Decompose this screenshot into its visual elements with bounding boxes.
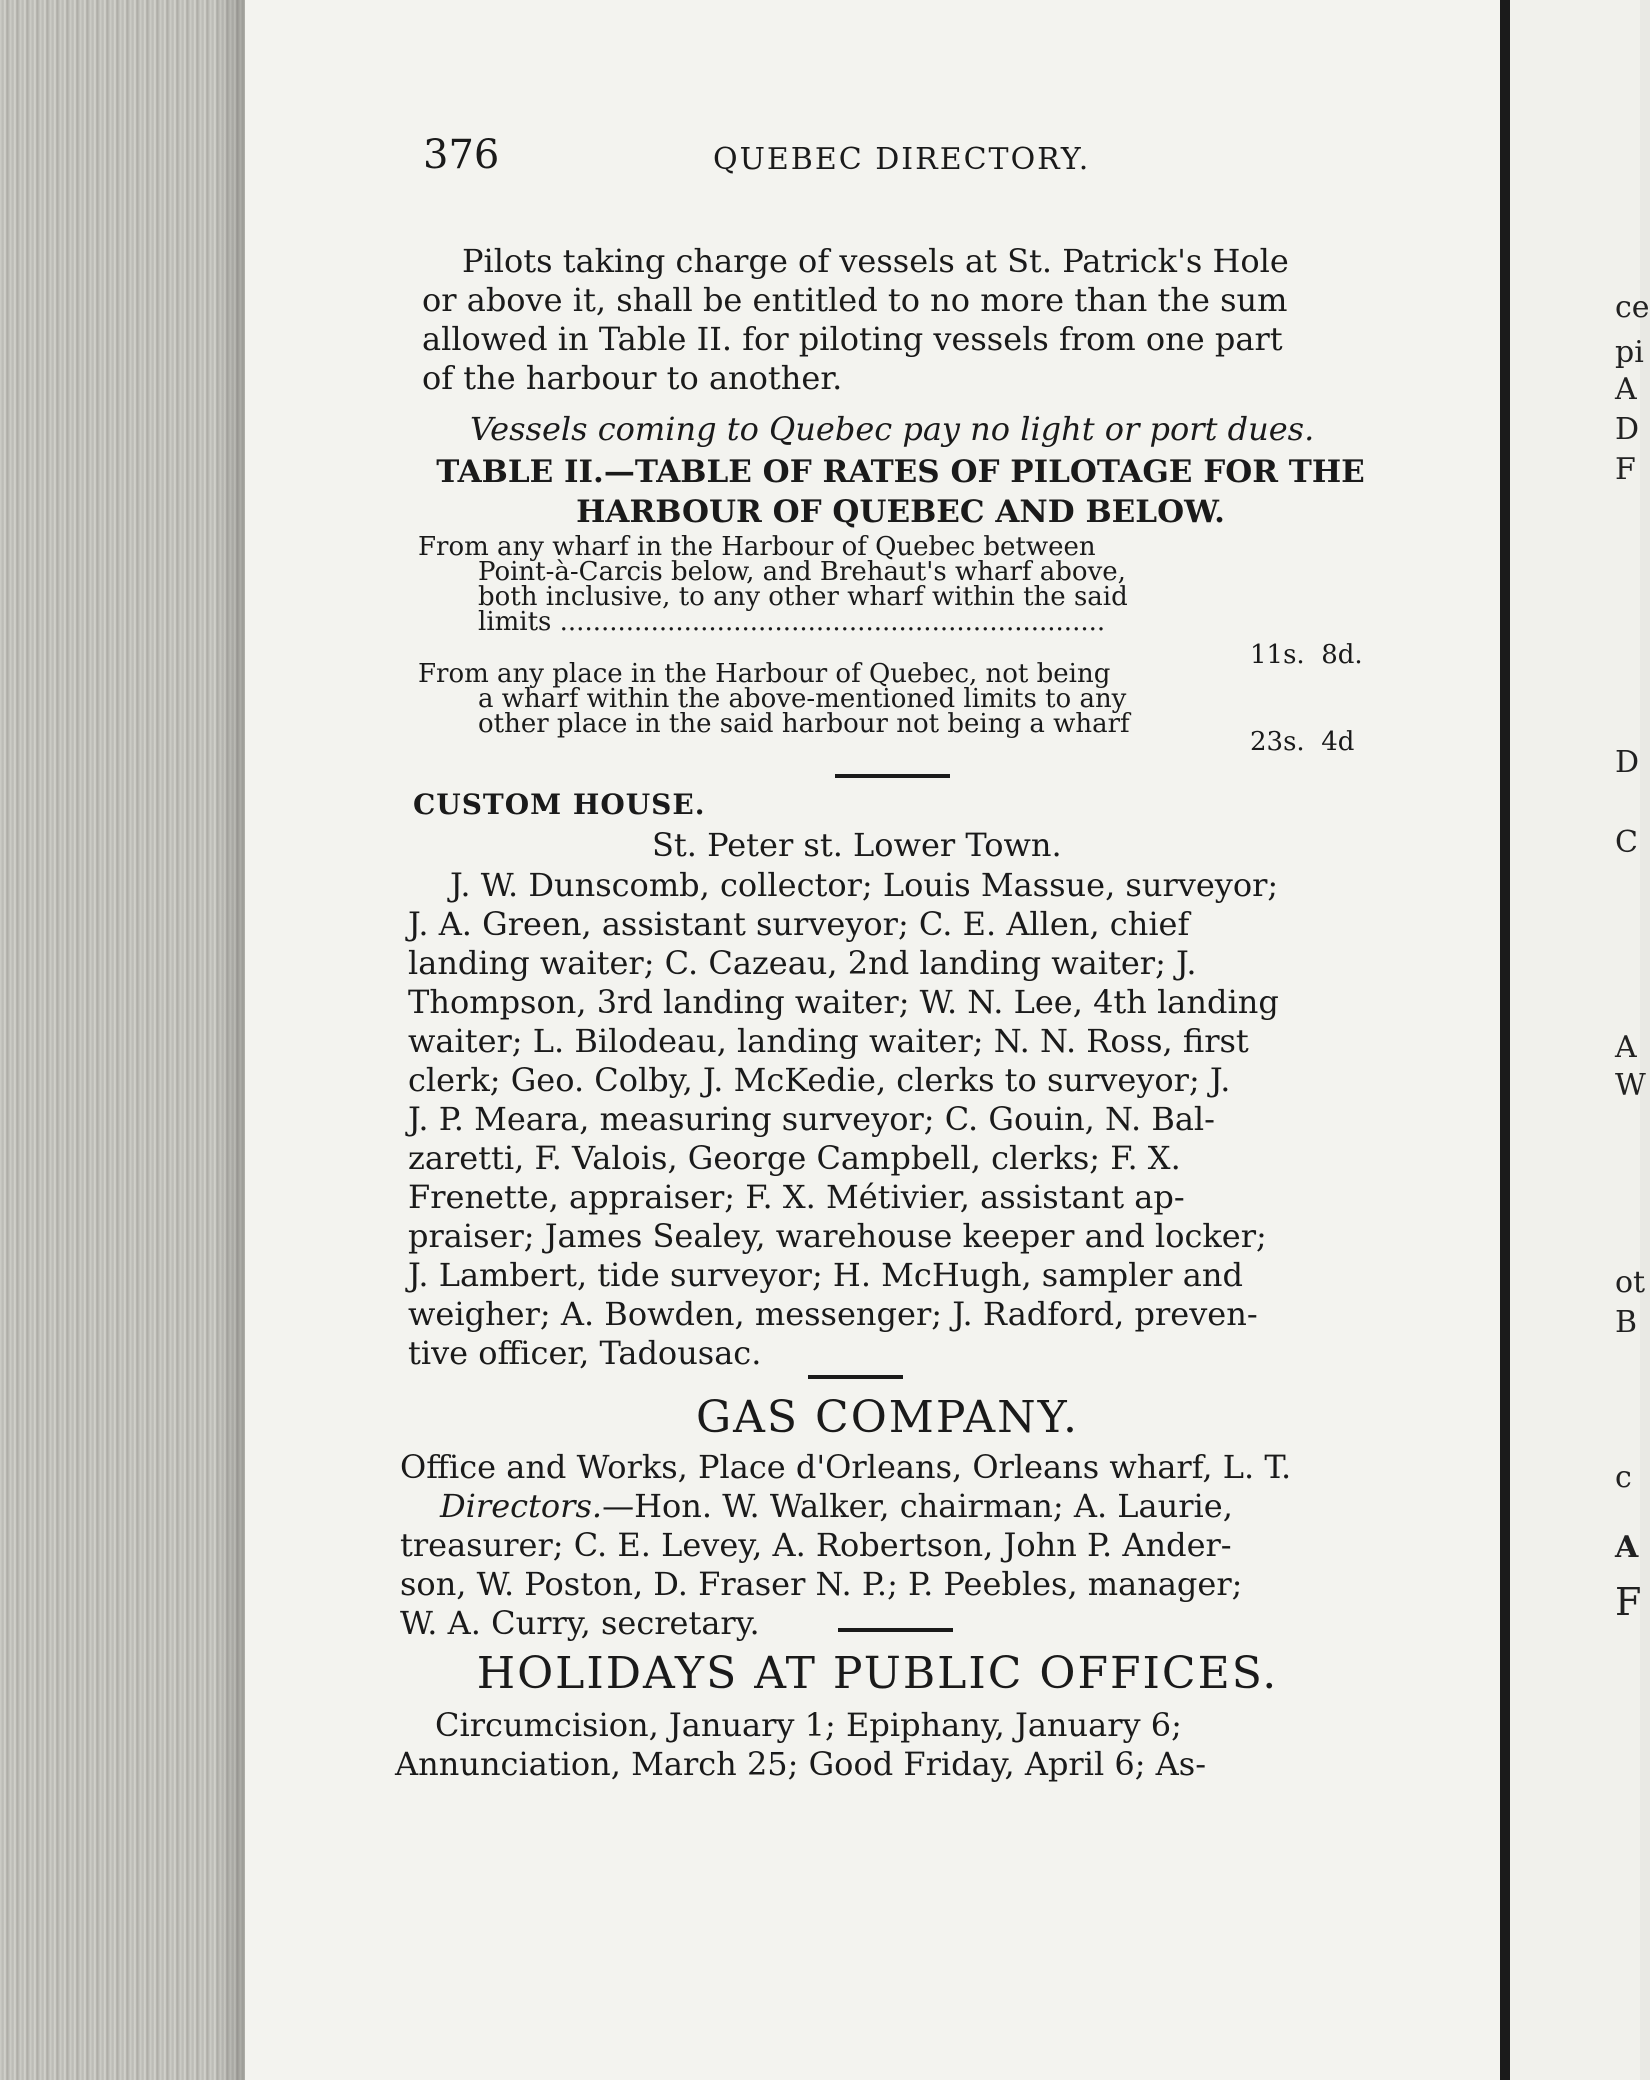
adjacent-fragment: C (1615, 825, 1638, 860)
adjacent-fragment: D (1615, 412, 1640, 447)
text-line: J. Lambert, tide surveyor; H. McHugh, sampler and (408, 1256, 1243, 1294)
text-line: J. P. Meara, measuring surveyor; C. Gouin, N. Bal- (408, 1100, 1215, 1138)
rate-pence: 8d. (1321, 640, 1363, 670)
pilots-paragraph (422, 242, 1384, 398)
text-line: Pilots taking charge of vessels at St. Patrick's Hole (462, 242, 1289, 280)
text-line: waiter; L. Bilodeau, landing waiter; N. N. Ross, first (408, 1022, 1249, 1060)
rate-amount (1250, 727, 1380, 757)
page-header (423, 132, 1123, 182)
text-line: allowed in Table II. for piloting vessels from one part (422, 320, 1283, 358)
light-dues-note: Vessels coming to Quebec pay no light or port dues. (470, 410, 1315, 448)
text-line: weigher; A. Bowden, messenger; J. Radford, preven- (408, 1295, 1258, 1333)
adjacent-fragment: A (1615, 1030, 1637, 1065)
rate-shillings: 11s. (1250, 640, 1305, 670)
text-line: Annunciation, March 25; Good Friday, April 6; As- (395, 1745, 1207, 1783)
table2-title-line: HARBOUR OF QUEBEC AND BELOW. (576, 494, 1225, 530)
gas-company-heading: GAS COMPANY. (695, 1392, 1080, 1443)
rate-description-line: a wharf within the above-mentioned limits to any (478, 684, 1127, 714)
page-number: 376 (423, 132, 500, 178)
page-edge-shadow (215, 0, 245, 2080)
adjacent-fragment: A (1615, 372, 1637, 407)
text-line: landing waiter; C. Cazeau, 2nd landing waiter; J. (408, 944, 1197, 982)
table2-title (418, 452, 1383, 532)
text-line: W. A. Curry, secretary. (400, 1604, 760, 1642)
text-line: Thompson, 3rd landing waiter; W. N. Lee, 4th landing (408, 983, 1279, 1021)
adjacent-fragment: ot (1615, 1265, 1646, 1300)
adjacent-page (1510, 0, 1650, 2080)
text-line: zaretti, F. Valois, George Campbell, clerks; F. X. (408, 1139, 1181, 1177)
adjacent-fragment: F (1615, 452, 1636, 487)
text-line: J. W. Dunscomb, collector; Louis Massue, surveyor; (450, 866, 1279, 904)
book-page-stack-edge (0, 0, 245, 2080)
text-line: clerk; Geo. Colby, J. McKedie, clerks to surveyor; J. (408, 1061, 1231, 1099)
rate-pence: 4d (1321, 727, 1355, 757)
text-line: Circumcision, January 1; Epiphany, January 6; (435, 1706, 1182, 1744)
book-gutter (1500, 0, 1510, 2080)
section-divider (838, 1628, 953, 1632)
adjacent-fragment: F (1615, 1580, 1642, 1624)
holidays-block (395, 1706, 1365, 1784)
rate-description-line: limits .................................................................. (478, 607, 1106, 637)
rate-description-line: From any wharf in the Harbour of Quebec between (418, 532, 1096, 562)
custom-house-heading: CUSTOM HOUSE. (413, 788, 706, 821)
text-line: J. A. Green, assistant surveyor; C. E. Allen, chief (408, 905, 1190, 943)
rate-shillings: 23s. (1250, 727, 1305, 757)
rate-description-line: Point-à-Carcis below, and Brehaut's wharf above, (478, 557, 1126, 587)
custom-house-staff (408, 866, 1373, 1373)
text-line: Frenette, appraiser; F. X. Métivier, assistant ap- (408, 1178, 1185, 1216)
rate-description-line: both inclusive, to any other wharf within the said (478, 582, 1128, 612)
table2-title-line: TABLE II.—TABLE OF RATES OF PILOTAGE FOR THE (436, 454, 1365, 490)
adjacent-fragment: c (1615, 1460, 1632, 1495)
section-divider (835, 774, 950, 778)
rate-row (418, 532, 1378, 670)
text-line: or above it, shall be entitled to no more than the sum (422, 281, 1288, 319)
custom-house-address: St. Peter st. Lower Town. (652, 826, 1062, 864)
gas-office-line: Office and Works, Place d'Orleans, Orleans wharf, L. T. (400, 1448, 1292, 1486)
adjacent-fragment: B (1615, 1305, 1638, 1340)
text-line: of the harbour to another. (422, 359, 843, 397)
text-line: treasurer; C. E. Levey, A. Robertson, John P. Ander- (400, 1526, 1232, 1564)
section-divider (808, 1375, 903, 1379)
text-line: praiser; James Sealey, warehouse keeper and locker; (408, 1217, 1267, 1255)
rate-description-line: From any place in the Harbour of Quebec, not being (418, 659, 1111, 689)
text-line: —Hon. W. Walker, chairman; A. Laurie, (602, 1487, 1233, 1525)
text-line: son, W. Poston, D. Fraser N. P.; P. Peebles, manager; (400, 1565, 1243, 1603)
adjacent-fragment: D (1615, 745, 1640, 780)
adjacent-fragment: W (1615, 1068, 1646, 1103)
gas-company-block (400, 1448, 1365, 1643)
running-title: QUEBEC DIRECTORY. (713, 142, 1091, 177)
adjacent-fragment: pi (1615, 335, 1644, 370)
rate-row (418, 659, 1378, 757)
directors-label: Directors. (440, 1487, 603, 1525)
text-line: tive officer, Tadousac. (408, 1334, 762, 1372)
adjacent-fragment: ce (1615, 290, 1650, 325)
adjacent-fragment: A (1615, 1530, 1639, 1565)
rate-description-line: other place in the said harbour not being a wharf (478, 709, 1130, 739)
holidays-heading: HOLIDAYS AT PUBLIC OFFICES. (476, 1648, 1279, 1699)
